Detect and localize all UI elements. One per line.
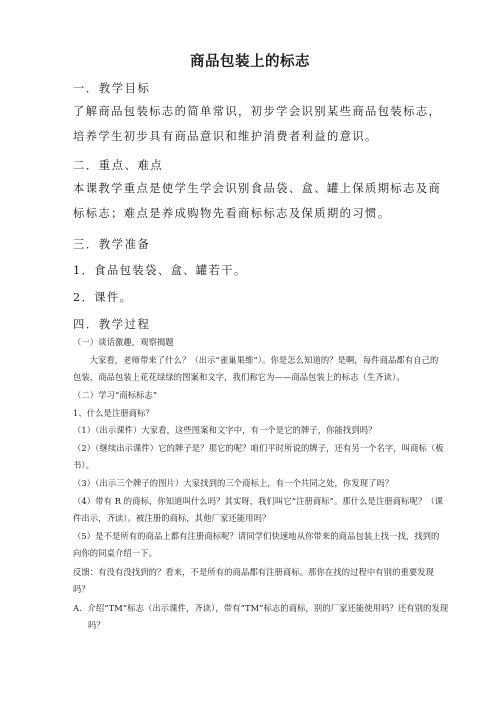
preparation-item-1: 1．食品包装袋、盒、罐若干。 — [73, 264, 247, 277]
section-body-objectives: 了解商品包装标志的简单常识，初步学会识别某些商品包装标志，培养学生初步具有商品意识和维护消费者利益的意识。 — [73, 105, 442, 143]
process-paragraph-intro: 大家看，老师带来了什么？（出示“雀巢果维”）。你是怎么知道的？是啊，每件商品都有自己的包装，商品包装上花花绿绿的图案和文字，我们称它为——商品包装上的标志（生齐读）。 — [73, 355, 439, 382]
section-body-key-points: 本课教学重点是使学生学会识别食品袋、盒、罐上保质期标志及商标标志；难点是养成购物先看商标标志及保质期的习惯。 — [73, 182, 442, 220]
process-subheading-1: （一）谈话激趣，观察揭题 — [73, 337, 174, 347]
process-step-1: （1）（出示课件）大家看，这些图案和文字中，有一个是它的牌子，你能找到吗？ — [73, 425, 377, 435]
preparation-item-2: 2．课件。 — [73, 291, 133, 304]
section-heading-preparation: 三．教学准备 — [73, 238, 151, 251]
process-item-a: A．介绍“TM”标志（出示课件，齐读），带有“TM”标志的商标，别的厂家还能使用吗？还有别的发现吗？ — [73, 603, 449, 630]
section-heading-objectives: 一．教学目标 — [73, 82, 151, 95]
document-title: 商品包装上的标志 — [190, 53, 310, 70]
process-subheading-2: （二）学习“商标标志” — [73, 390, 158, 400]
process-step-3: （3）（出示三个牌子的图片）大家找到的三个商标上，有一个共同之处，你发现了吗？ — [73, 478, 394, 488]
process-step-5: （5）是不是所有的商品上都有注册商标呢？请同学们快速地从你带来的商品包装上找一找，找到的向你的同桌介绍一下。 — [73, 531, 440, 558]
process-step-2: （2）（继续出示课件）它的牌子是？那它的呢？咱们平时所说的牌子，还有另一个名字，叫商标（板书）。 — [73, 443, 444, 470]
process-step-4: （4）带有 R 的商标，你知道叫什么吗？其实呀，我们叫它“注册商标”。那什么是注册商标呢？（课件出示，齐读）。被注册的商标，其他厂家还能用吗？ — [73, 496, 444, 523]
process-question-1: 1、什么是注册商标？ — [73, 408, 154, 418]
section-heading-key-points: 二．重点、难点 — [73, 159, 164, 172]
process-feedback: 反馈：有没有没找到的？看来，不是所有的商品都有注册商标。那你在找的过程中有别的重要发现吗？ — [73, 567, 435, 594]
section-heading-process: 四．教学过程 — [73, 318, 151, 331]
